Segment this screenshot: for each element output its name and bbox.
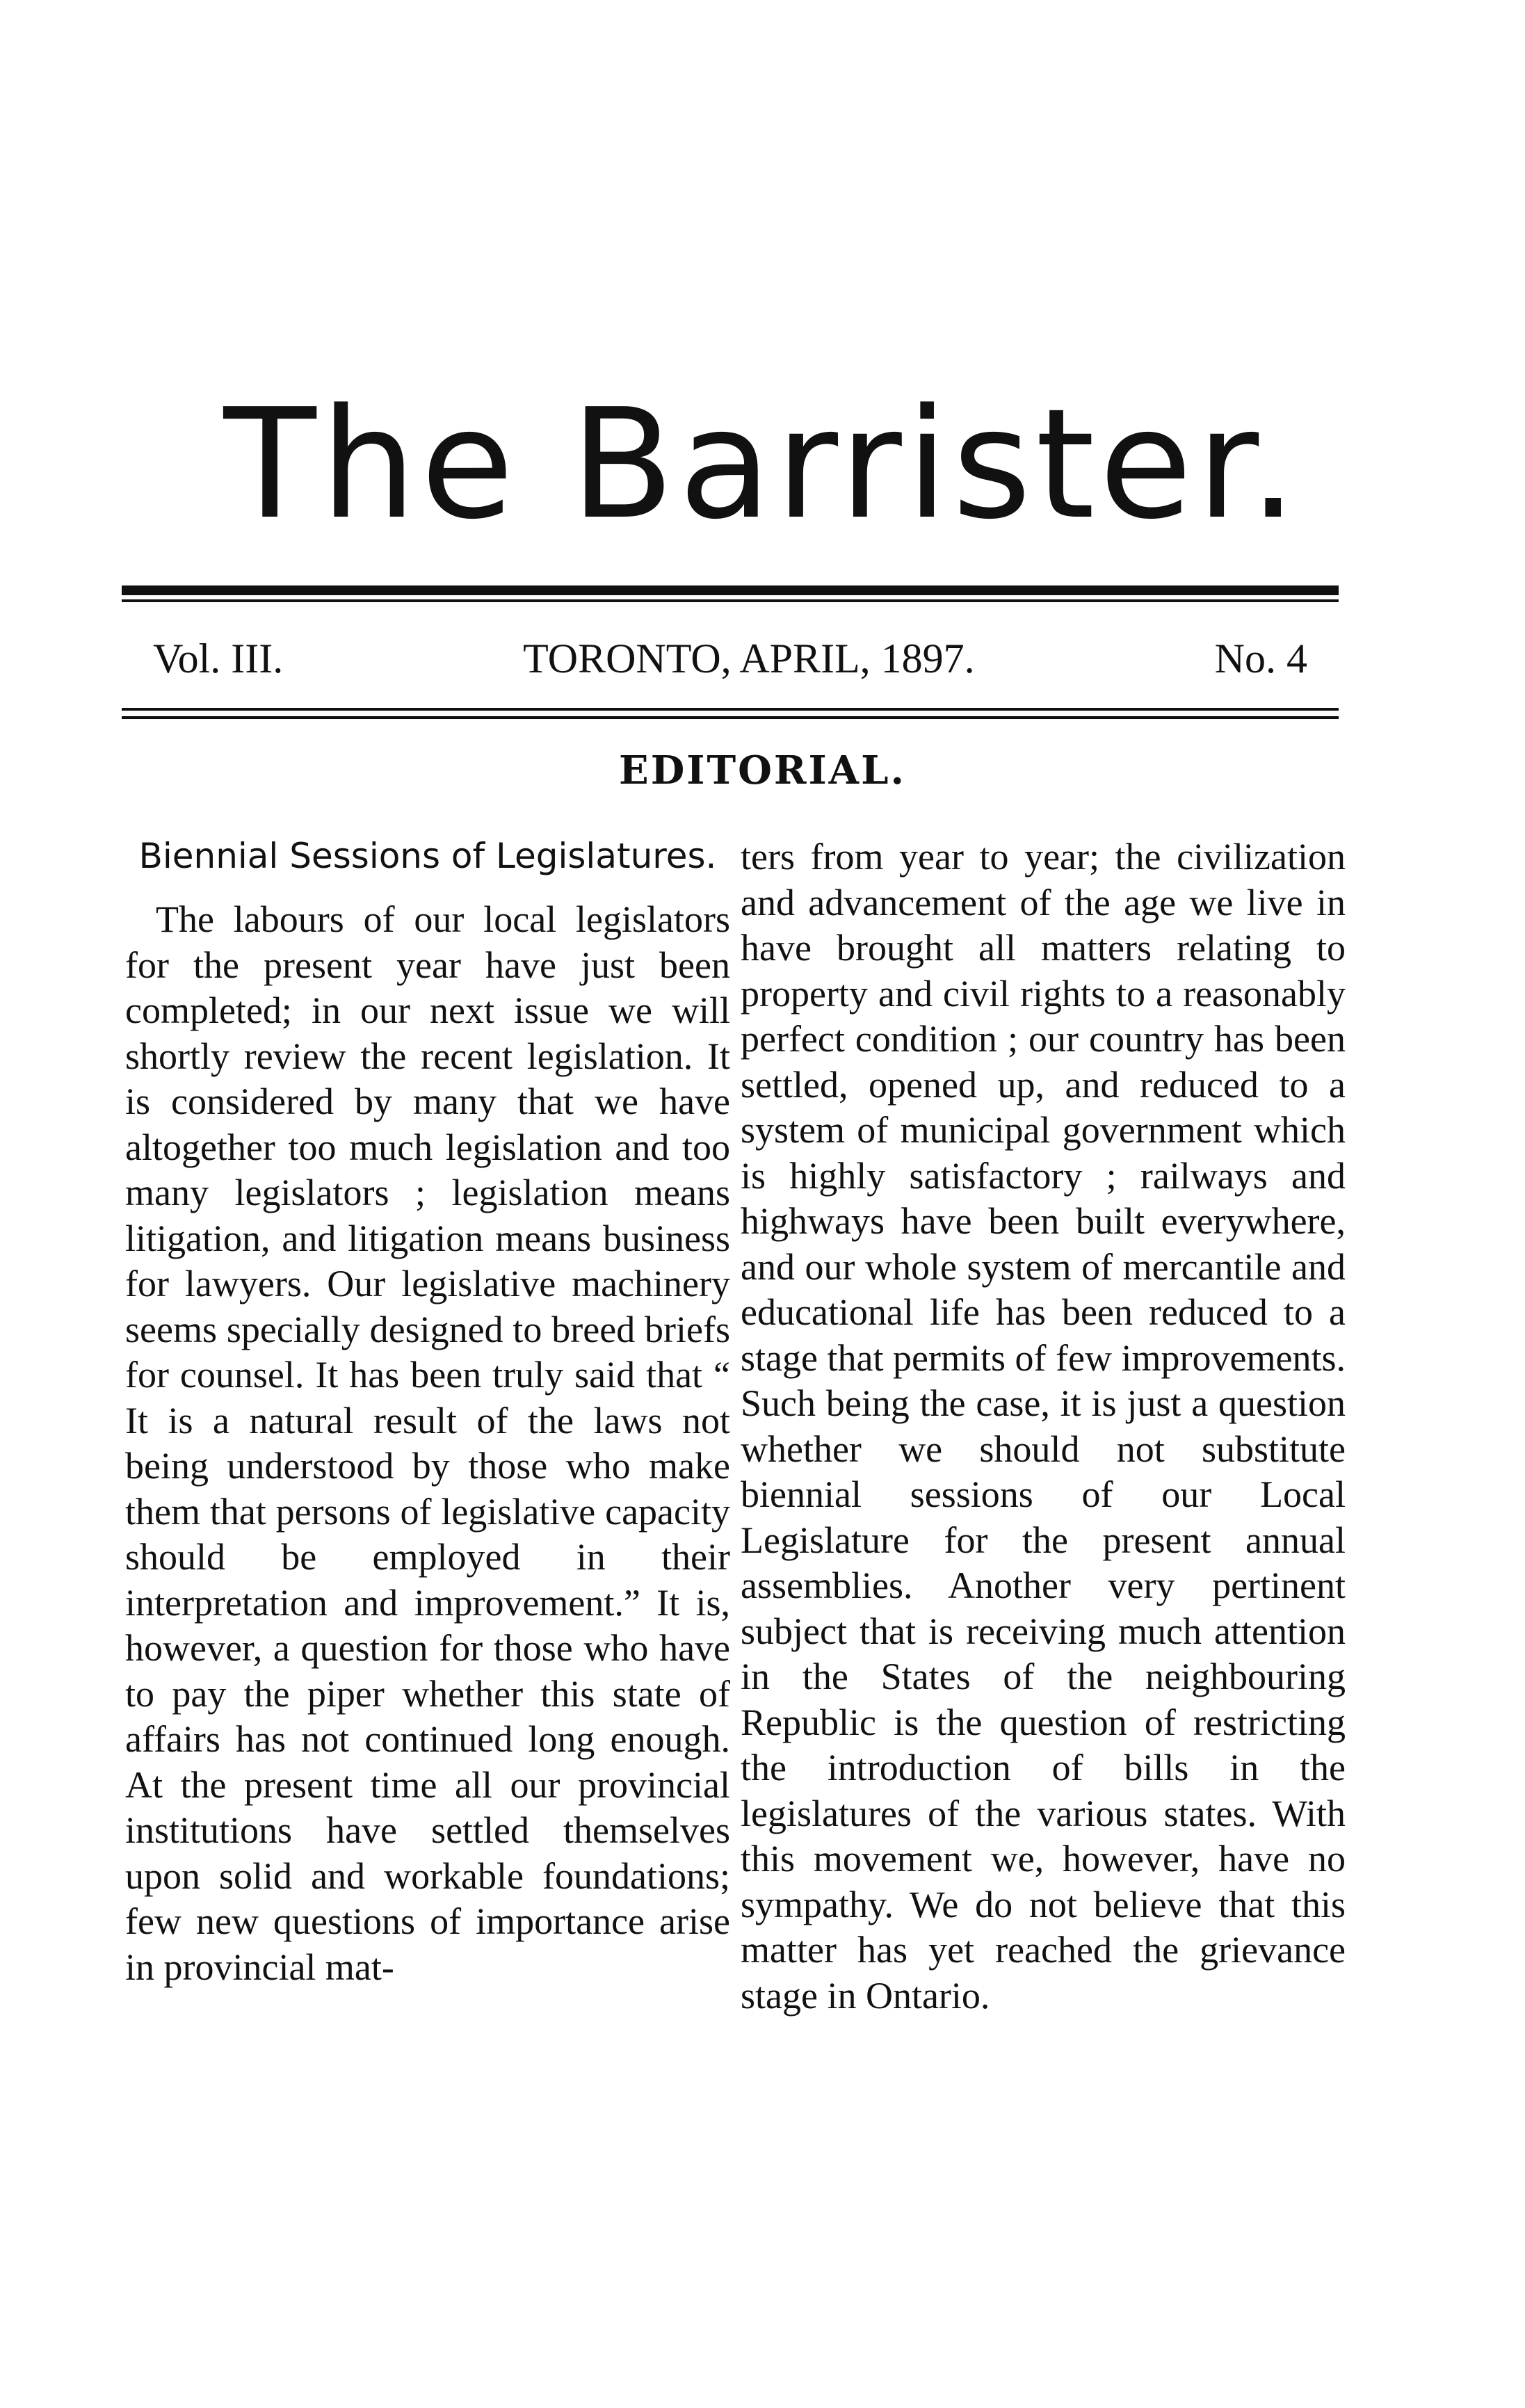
section-heading: EDITORIAL. bbox=[619, 748, 906, 793]
issue-rule-top bbox=[122, 708, 1339, 711]
issue-line bbox=[153, 634, 1307, 683]
issue-rule-bottom bbox=[122, 716, 1339, 719]
issue-number: No. 4 bbox=[1214, 636, 1307, 681]
article-paragraph-left: The labours of our local legislators for the present year have just been completed; in our next issue we will shortly review the recent legislation. It is considered by many that we have altogether too much legislation and too many legislators ; legislation means litigation, and litigation means business for lawyers. Our legislative machinery seems specially designed to breed briefs for counsel. It has been truly said that “ It is a natural result of the laws not being understood by those who make them that persons of legislative capacity should be employed in their interpretation and improvement.” It is, however, a question for those who have to pay the piper whether this state of affairs has not continued long enough. At the present time all our provincial institutions have settled themselves upon solid and workable foundations; few new questions of importance arise in provincial mat- bbox=[125, 898, 730, 1988]
article-title: Biennial Sessions of Legislatures. bbox=[138, 836, 717, 876]
article-left-column bbox=[125, 834, 730, 1990]
masthead-title: The Barrister. bbox=[223, 377, 1302, 553]
masthead-rule-thick bbox=[122, 585, 1339, 595]
volume-label: Vol. III. bbox=[153, 636, 284, 681]
article-paragraph-right: ters from year to year; the civilization and advancement of the age we live in have brought all matters relating to property and civil rights to a reasonably perfect condition ; our country has been settled, opened up, and reduced to a system of municipal government which is highly satisfactory ; railways and highways have been built everywhere, and our whole system of mercantile and educational life has been reduced to a stage that permits of few improvements. Such being the case, it is just a question whether we should not substitute biennial sessions of our Local Legislature for the present annual assemblies. Another very pertinent subject that is receiving much attention in the States of the neighbouring Republic is the question of restricting the introduction of bills in the legislatures of the various states. With this movement we, however, have no sympathy. We do not believe that this matter has yet reached the grievance stage in Ontario. bbox=[741, 836, 1346, 2017]
place-date: TORONTO, APRIL, 1897. bbox=[523, 636, 975, 681]
masthead-rule-thin bbox=[122, 599, 1339, 602]
article-right-column bbox=[741, 834, 1346, 2019]
